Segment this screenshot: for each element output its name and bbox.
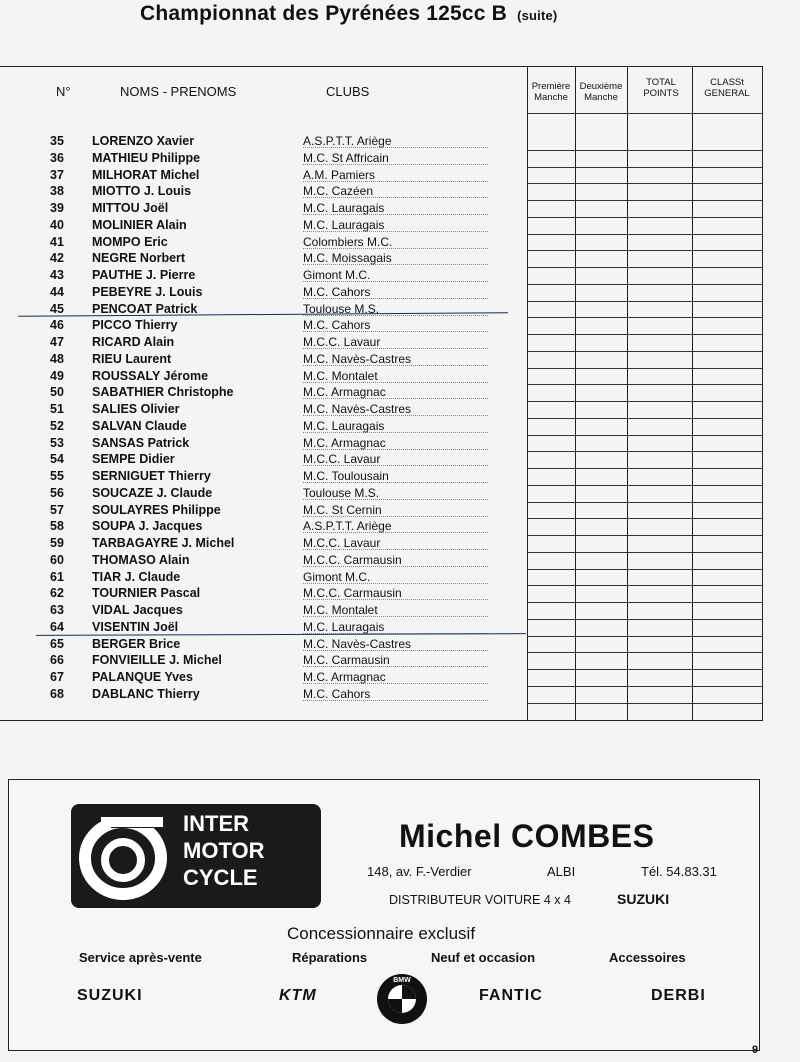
table-row xyxy=(0,636,527,653)
table-row xyxy=(0,351,527,368)
row-rule xyxy=(527,368,762,369)
rider-club: M.C. St Cernin xyxy=(303,502,382,517)
col-divider xyxy=(627,67,628,720)
table-row xyxy=(0,401,527,418)
rider-number: 48 xyxy=(50,351,64,366)
table-row xyxy=(0,133,527,150)
rider-club: M.C.C. Carmausin xyxy=(303,586,402,601)
rider-name: SEMPE Didier xyxy=(92,452,175,467)
rider-club: M.C. St Affricain xyxy=(303,150,389,165)
row-rule xyxy=(527,250,762,251)
rider-club: Toulouse M.S. xyxy=(303,485,380,500)
row-rule xyxy=(527,234,762,235)
row-rule xyxy=(527,451,762,452)
table-row xyxy=(0,267,527,284)
rider-club: M.C. Lauragais xyxy=(303,418,385,433)
rider-number: 37 xyxy=(50,167,64,182)
row-rule xyxy=(527,518,762,519)
rider-name: SOULAYRES Philippe xyxy=(92,502,221,517)
rider-club: M.C. Armagnac xyxy=(303,670,386,684)
col-divider xyxy=(692,67,693,720)
rider-number: 43 xyxy=(50,268,64,282)
header-total: TOTAL POINTS xyxy=(643,77,679,99)
rider-number: 51 xyxy=(50,402,64,416)
table-row xyxy=(0,150,527,167)
rider-number: 64 xyxy=(50,619,64,634)
distributor-text: DISTRIBUTEUR VOITURE 4 x 4 xyxy=(389,893,571,907)
header-manche2: Deuxième Manche xyxy=(579,81,623,103)
rider-number: 68 xyxy=(50,686,64,701)
rider-number: 52 xyxy=(50,418,64,433)
rider-number: 44 xyxy=(50,284,64,299)
rider-name: MILHORAT Michel xyxy=(92,167,200,182)
table-row xyxy=(0,518,527,535)
row-rule xyxy=(527,619,762,620)
rider-name: PEBEYRE J. Louis xyxy=(92,284,203,299)
rider-name: PICCO Thierry xyxy=(92,318,178,333)
rider-name: MOMPO Eric xyxy=(92,234,168,249)
rider-number: 58 xyxy=(50,519,64,534)
rider-name: TOURNIER Pascal xyxy=(92,586,201,601)
rider-club: M.C. Armagnac xyxy=(303,385,386,400)
table-row xyxy=(0,334,527,351)
rider-club: M.C. Lauragais xyxy=(303,201,385,215)
header-rule xyxy=(527,113,762,114)
table-row xyxy=(0,535,527,552)
row-rule xyxy=(527,200,762,201)
row-rule xyxy=(527,351,762,352)
row-rule xyxy=(527,569,762,570)
rider-club: M.C. Carmausin xyxy=(303,653,390,668)
col-divider xyxy=(527,67,528,720)
row-rule xyxy=(527,317,762,318)
row-rule xyxy=(527,669,762,670)
row-rule xyxy=(527,585,762,586)
rider-number: 35 xyxy=(50,134,64,148)
table-row xyxy=(0,317,527,334)
rider-number: 42 xyxy=(50,251,64,266)
rider-number: 38 xyxy=(50,184,64,199)
table-row xyxy=(0,284,527,301)
rider-name: RIEU Laurent xyxy=(92,351,172,366)
rider-club: Gimont M.C. xyxy=(303,569,371,584)
rider-club: M.C.C. Lavaur xyxy=(303,452,381,467)
rider-number: 57 xyxy=(50,502,64,517)
row-rule xyxy=(527,602,762,603)
brand-suzuki: SUZUKI xyxy=(77,987,143,1004)
row-rule xyxy=(527,217,762,218)
rider-club: M.C. Toulousain xyxy=(303,469,389,483)
rider-club: M.C. Moissagais xyxy=(303,251,392,266)
rider-name: SALVAN Claude xyxy=(92,418,187,433)
logo-line: INTER xyxy=(183,811,249,836)
header-names: NOMS - PRENOMS xyxy=(120,84,237,99)
rider-name: TIAR J. Claude xyxy=(92,569,181,584)
rider-name: SABATHIER Christophe xyxy=(92,385,234,400)
rider-name: ROUSSALY Jérome xyxy=(92,368,209,383)
row-rule xyxy=(527,703,762,704)
service-item: Réparations xyxy=(292,950,368,965)
page-number: 9 xyxy=(752,1044,759,1056)
rider-number: 41 xyxy=(50,234,64,249)
rider-club: M.C. Lauragais xyxy=(303,619,385,634)
row-rule xyxy=(527,183,762,184)
rider-number: 53 xyxy=(50,435,64,450)
rider-club: M.C.C. Lavaur xyxy=(303,335,381,349)
table-row xyxy=(0,652,527,669)
logo-line: MOTOR xyxy=(183,838,265,863)
col-divider xyxy=(575,67,576,720)
row-rule xyxy=(527,418,762,419)
row-rule xyxy=(527,334,762,335)
table-row xyxy=(0,418,527,435)
table-row xyxy=(0,217,527,234)
rider-club: Colombiers M.C. xyxy=(303,234,393,249)
rider-name: SALIES Olivier xyxy=(92,402,180,416)
table-row xyxy=(0,502,527,519)
rider-number: 56 xyxy=(50,485,64,500)
inter-motor-cycle-logo xyxy=(71,804,321,908)
header-classement: CLASSt GENERAL xyxy=(704,77,750,99)
bmw-logo-icon xyxy=(375,972,429,1026)
row-rule xyxy=(527,167,762,168)
rider-name: NEGRE Norbert xyxy=(92,251,186,266)
dealer-address: 148, av. F.-Verdier xyxy=(367,864,472,879)
rider-club: M.C. Lauragais xyxy=(303,217,385,232)
table-row xyxy=(0,435,527,452)
rider-name: SOUCAZE J. Claude xyxy=(92,485,213,500)
results-table xyxy=(0,66,763,721)
rider-name: MITTOU Joël xyxy=(92,201,169,215)
distributor-brand: SUZUKI xyxy=(617,891,670,907)
brand-fantic: FANTIC xyxy=(479,987,543,1004)
row-rule xyxy=(527,401,762,402)
table-row xyxy=(0,250,527,267)
rider-club: M.C. Montalet xyxy=(303,603,378,617)
rider-name: DABLANC Thierry xyxy=(92,686,200,701)
row-rule xyxy=(527,284,762,285)
rider-club: M.C. Cazéen xyxy=(303,184,374,199)
dealer-name: Michel COMBES xyxy=(399,818,655,854)
rider-club: M.C. Navès-Castres xyxy=(303,351,412,366)
rider-club: M.C.C. Lavaur xyxy=(303,536,381,550)
rider-number: 36 xyxy=(50,150,64,165)
rider-club: M.C. Armagnac xyxy=(303,435,386,450)
brand-derbi: DERBI xyxy=(651,987,706,1004)
table-row xyxy=(0,485,527,502)
bmw-logo-text: BMW xyxy=(393,977,411,984)
table-row xyxy=(0,183,527,200)
rider-name: MIOTTO J. Louis xyxy=(92,184,192,199)
row-rule xyxy=(527,535,762,536)
service-item: Neuf et occasion xyxy=(431,950,536,965)
row-rule xyxy=(527,652,762,653)
table-row xyxy=(0,451,527,468)
rider-number: 63 xyxy=(50,603,64,617)
rider-club: M.C. Cahors xyxy=(303,318,371,333)
row-rule xyxy=(527,435,762,436)
table-row xyxy=(0,234,527,251)
row-rule xyxy=(527,636,762,637)
service-item: Accessoires xyxy=(609,950,686,965)
table-row xyxy=(0,167,527,184)
dealer-city: ALBI xyxy=(547,864,576,879)
rider-name: RICARD Alain xyxy=(92,335,175,349)
title-suite: (suite) xyxy=(517,8,558,23)
rider-number: 60 xyxy=(50,552,64,567)
rider-club: M.C. Navès-Castres xyxy=(303,402,412,416)
rider-name: VIDAL Jacques xyxy=(92,603,183,617)
advertisement xyxy=(8,779,760,1051)
rider-name: SANSAS Patrick xyxy=(92,435,190,450)
rider-name: MOLINIER Alain xyxy=(92,217,187,232)
rider-number: 50 xyxy=(50,385,64,400)
table-row xyxy=(0,669,527,686)
page-title: Championnat des Pyrénées 125cc B (suite) xyxy=(140,2,558,25)
table-row xyxy=(0,585,527,602)
header-num: N° xyxy=(56,84,71,99)
concession-text: Concessionnaire exclusif xyxy=(287,924,476,943)
rider-club: M.C.C. Carmausin xyxy=(303,552,402,567)
logo-line: CYCLE xyxy=(183,865,258,890)
row-rule xyxy=(527,384,762,385)
rider-number: 59 xyxy=(50,536,64,550)
table-row xyxy=(0,602,527,619)
row-rule xyxy=(527,150,762,151)
rider-number: 61 xyxy=(50,569,64,584)
rider-club: M.C. Cahors xyxy=(303,686,371,701)
rider-club: Gimont M.C. xyxy=(303,268,371,282)
rider-number: 49 xyxy=(50,368,64,383)
table-row xyxy=(0,468,527,485)
rider-club: M.C. Montalet xyxy=(303,368,378,383)
rider-name: TARBAGAYRE J. Michel xyxy=(92,536,235,550)
rider-number: 67 xyxy=(50,670,64,684)
row-rule xyxy=(527,301,762,302)
rider-club: Toulouse M.S. xyxy=(303,301,380,316)
rider-club: A.S.P.T.T. Ariège xyxy=(303,134,392,148)
rider-name: SOUPA J. Jacques xyxy=(92,519,203,534)
brand-ktm: KTM xyxy=(279,987,317,1004)
rider-club: A.M. Pamiers xyxy=(303,167,376,182)
service-item: Service après-vente xyxy=(79,950,202,965)
rider-name: PAUTHE J. Pierre xyxy=(92,268,196,282)
row-rule xyxy=(527,485,762,486)
table-row xyxy=(0,569,527,586)
row-rule xyxy=(527,502,762,503)
rider-name: MATHIEU Philippe xyxy=(92,150,201,165)
table-row xyxy=(0,384,527,401)
rider-name: VISENTIN Joël xyxy=(92,619,179,634)
rider-number: 46 xyxy=(50,318,64,333)
rider-name: SERNIGUET Thierry xyxy=(92,469,211,483)
rider-name: PALANQUE Yves xyxy=(92,670,193,684)
rider-name: FONVIEILLE J. Michel xyxy=(92,653,222,668)
rider-number: 65 xyxy=(50,636,64,651)
rider-club: A.S.P.T.T. Ariège xyxy=(303,519,392,534)
rider-name: BERGER Brice xyxy=(92,636,181,651)
rider-name: LORENZO Xavier xyxy=(92,134,195,148)
rider-number: 47 xyxy=(50,335,64,349)
rider-number: 55 xyxy=(50,469,64,483)
header-clubs: CLUBS xyxy=(326,84,370,99)
row-rule xyxy=(527,552,762,553)
rider-number: 62 xyxy=(50,586,64,601)
wheel-logo-icon xyxy=(71,804,181,908)
rider-number: 40 xyxy=(50,217,64,232)
table-row xyxy=(0,200,527,217)
table-row xyxy=(0,552,527,569)
row-rule xyxy=(527,468,762,469)
row-rule xyxy=(527,267,762,268)
rider-number: 54 xyxy=(50,452,64,467)
header-manche1: Première Manche xyxy=(531,81,571,103)
rider-name: PENCOAT Patrick xyxy=(92,301,198,316)
rider-number: 66 xyxy=(50,653,64,668)
table-row xyxy=(0,368,527,385)
table-row xyxy=(0,686,527,703)
rider-number: 45 xyxy=(50,301,64,316)
rider-name: THOMASO Alain xyxy=(92,552,190,567)
rider-number: 39 xyxy=(50,201,64,215)
rider-club: M.C. Navès-Castres xyxy=(303,636,412,651)
rider-club: M.C. Cahors xyxy=(303,284,371,299)
row-rule xyxy=(527,686,762,687)
dealer-phone: Tél. 54.83.31 xyxy=(641,864,717,879)
